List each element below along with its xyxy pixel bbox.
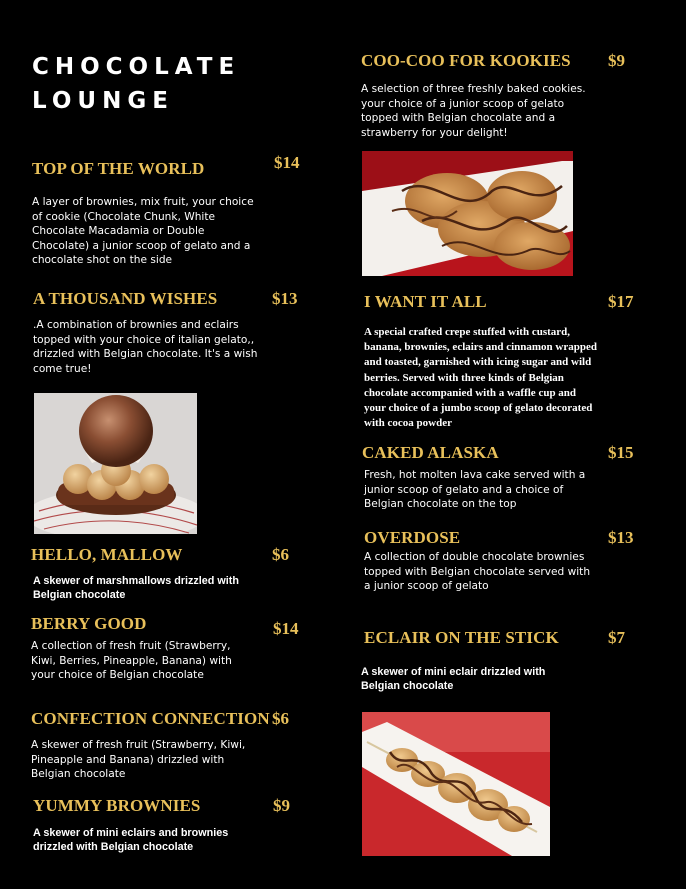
- item-title-caked-alaska: CAKED ALASKA: [362, 443, 499, 462]
- item-desc-hello-mallow: A skewer of marshmallows drizzled with Belgian chocolate: [33, 575, 239, 601]
- item-desc-a-thousand-wishes: .A combination of brownies and eclairs topped with your choice of italian gelato,, drizzled with Belgian chocolate. It's a wish come true!: [33, 319, 258, 375]
- item-desc-coo-coo-for-kookies: A selection of three freshly baked cookies. your choice of a junior scoop of gelato topped with Belgian chocolate and a strawberry for your delight!: [361, 83, 586, 139]
- item-price-coo-coo-for-kookies: $9: [608, 51, 625, 70]
- menu-title-line1: CHOCOLATE: [32, 54, 241, 80]
- item-desc-top-of-the-world: A layer of brownies, mix fruit, your choice of cookie (Chocolate Chunk, White Chocolate Macadamia or Double Chocolate) a junior scoop of gelato and a chocolate shot on the side: [32, 196, 254, 267]
- photo-eclair-skewer: [362, 712, 550, 856]
- item-title-berry-good: BERRY GOOD: [31, 614, 147, 633]
- item-price-i-want-it-all: $17: [608, 292, 634, 311]
- item-title-confection-connection: CONFECTION CONNECTION: [31, 709, 270, 728]
- item-title-a-thousand-wishes: A THOUSAND WISHES: [33, 289, 218, 308]
- item-desc-overdose: A collection of double chocolate brownies topped with Belgian chocolate served with a junior scoop of gelato: [364, 551, 591, 593]
- item-title-yummy-brownies: YUMMY BROWNIES: [33, 796, 201, 815]
- item-price-confection-connection: $6: [272, 709, 289, 728]
- item-title-hello-mallow: HELLO, MALLOW: [31, 545, 183, 564]
- item-title-overdose: OVERDOSE: [364, 528, 461, 547]
- photo-cookies: [362, 151, 573, 276]
- item-title-i-want-it-all: I WANT IT ALL: [364, 292, 487, 311]
- item-desc-i-want-it-all: A special crafted crepe stuffed with custard, banana, brownies, eclairs and cinnamon wrapped and toasted, garnished with icing sugar and wild berries. Served with three kinds of Belgian chocolate accompanied with a waffle cup and your choice of a jumbo scoop of gelato decorated with cocoa powder: [364, 326, 597, 430]
- item-price-caked-alaska: $15: [608, 443, 634, 462]
- item-title-top-of-the-world: TOP OF THE WORLD: [32, 159, 205, 178]
- item-price-hello-mallow: $6: [272, 545, 289, 564]
- item-desc-yummy-brownies: A skewer of mini eclairs and brownies drizzled with Belgian chocolate: [33, 827, 229, 853]
- item-title-eclair-on-the-stick: ECLAIR ON THE STICK: [364, 628, 559, 647]
- item-price-overdose: $13: [608, 528, 634, 547]
- item-desc-eclair-on-the-stick: A skewer of mini eclair drizzled with Belgian chocolate: [361, 666, 546, 692]
- item-price-berry-good: $14: [273, 619, 299, 638]
- item-price-eclair-on-the-stick: $7: [608, 628, 625, 647]
- item-price-yummy-brownies: $9: [273, 796, 290, 815]
- item-desc-caked-alaska: Fresh, hot molten lava cake served with a junior scoop of gelato and a choice of Belgian chocolate on the top: [364, 469, 586, 511]
- item-title-coo-coo-for-kookies: COO-COO FOR KOOKIES: [361, 51, 571, 70]
- menu-title: [32, 50, 292, 118]
- item-price-a-thousand-wishes: $13: [272, 289, 298, 308]
- item-desc-confection-connection: A skewer of fresh fruit (Strawberry, Kiwi, Pineapple and Banana) drizzled with Belgian chocolate: [31, 739, 246, 781]
- photo-chocolate-dome-dessert: [34, 393, 197, 534]
- item-desc-berry-good: A collection of fresh fruit (Strawberry, Kiwi, Berries, Pineapple, Banana) with your choice of Belgian chocolate: [31, 640, 232, 682]
- item-price-top-of-the-world: $14: [274, 153, 300, 172]
- menu-title-line2: LOUNGE: [32, 88, 174, 114]
